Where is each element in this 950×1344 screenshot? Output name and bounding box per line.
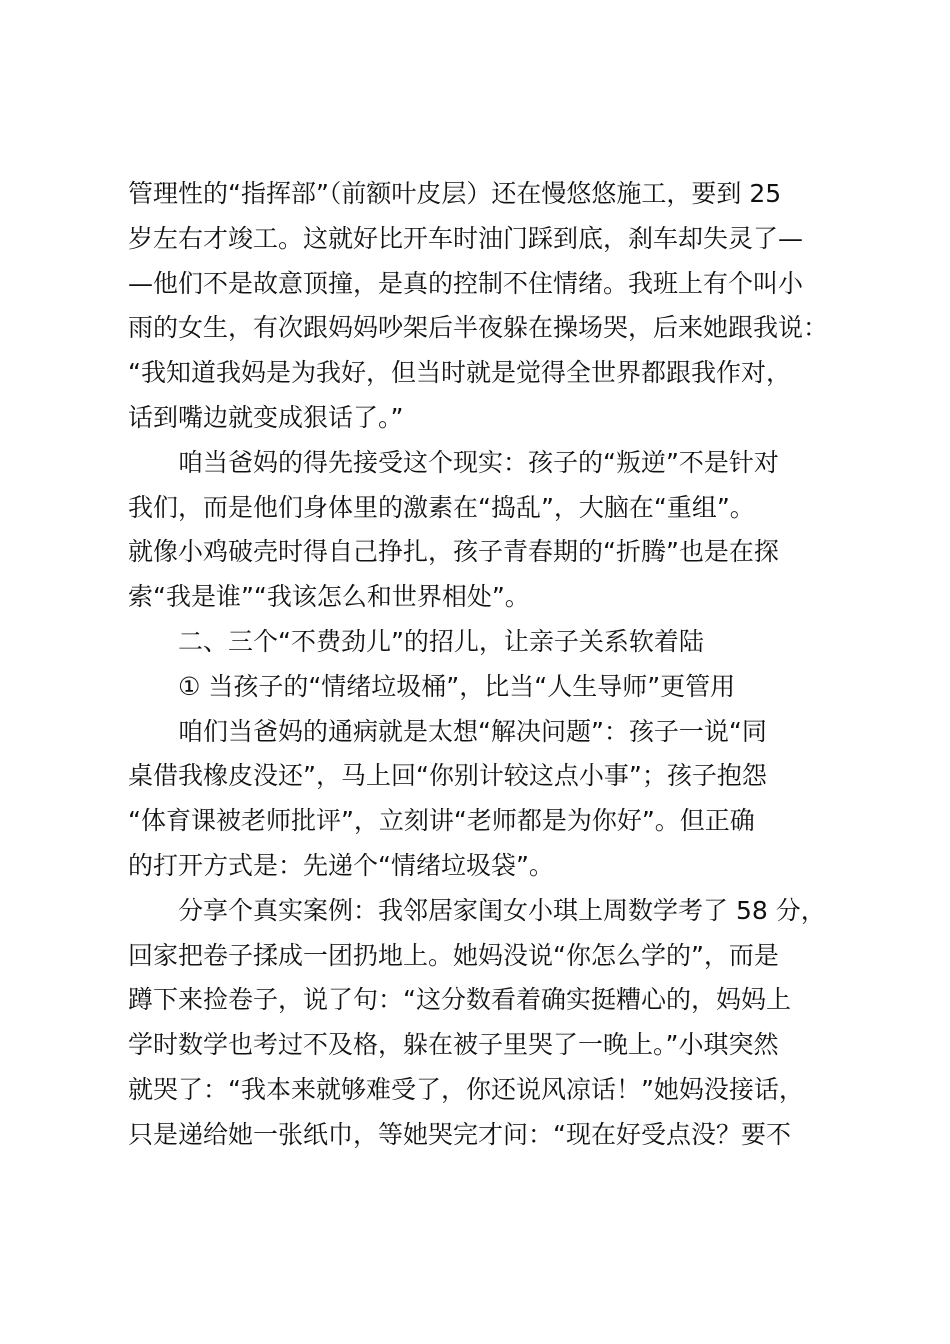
paragraph-start-line: 分享个真实案例：我邻居家闺女小琪上周数学考了 58 分，: [178, 895, 826, 925]
text-line: 蹲下来捡卷子，说了句：“这分数看着确实挺糟心的，妈妈上: [128, 985, 791, 1015]
text-line: 桌借我橡皮没还”，马上回“你别计较这点小事”；孩子抱怨: [128, 761, 767, 791]
document-body: [128, 172, 844, 1158]
text-line: 我们，而是他们身体里的激素在“捣乱”，大脑在“重组”。: [128, 492, 755, 522]
text-line: 雨的女生，有次跟妈妈吵架后半夜躲在操场哭，后来她跟我说：: [128, 313, 829, 343]
text-line: 学时数学也考过不及格，躲在被子里哭了一晚上。”小琪突然: [128, 1030, 779, 1060]
text-line: 回家把卷子揉成一团扔地上。她妈没说“你怎么学的”，而是: [128, 940, 779, 970]
text-line: 就像小鸡破壳时得自己挣扎，孩子青春期的“折腾”也是在探: [128, 537, 779, 567]
text-line: 只是递给她一张纸巾，等她哭完才问：“现在好受点没？要不: [128, 1119, 791, 1149]
text-line: —他们不是故意顶撞，是真的控制不住情绪。我班上有个叫小: [128, 268, 804, 298]
text-line: 管理性的“指挥部”（前额叶皮层）还在慢悠悠施工，要到 25: [128, 179, 782, 208]
text-line: 岁左右才竣工。这就好比开车时油门踩到底，刹车却失灵了—: [128, 223, 804, 253]
subsection-heading: ① 当孩子的“情绪垃圾桶”，比当“人生导师”更管用: [178, 671, 736, 701]
paragraph-start-line: 咱当爸妈的得先接受这个现实：孩子的“叛逆”不是针对: [178, 447, 779, 477]
text-line: 索“我是谁”“我该怎么和世界相处”。: [128, 582, 530, 612]
text-line: “我知道我妈是为我好，但当时就是觉得全世界都跟我作对，: [128, 358, 791, 388]
text-line: 的打开方式是：先递个“情绪垃圾袋”。: [128, 850, 554, 880]
text-line: “体育课被老师批评”，立刻讲“老师都是为你好”。但正确: [128, 806, 755, 836]
text-line: 话到嘴边就变成狠话了。”: [128, 402, 404, 432]
section-heading: 二、三个“不费劲儿”的招儿，让亲子关系软着陆: [178, 626, 704, 656]
paragraph-start-line: 咱们当爸妈的通病就是太想“解决问题”：孩子一说“同: [178, 716, 767, 746]
text-line: 就哭了：“我本来就够难受了，你还说风凉话！”她妈没接话，: [128, 1074, 804, 1104]
